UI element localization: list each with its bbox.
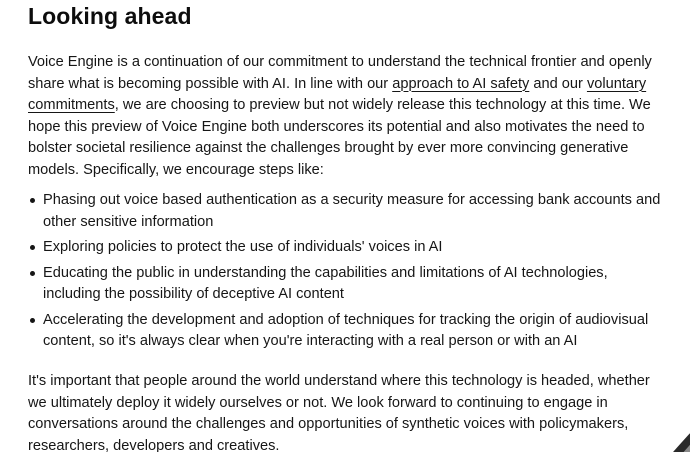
intro-text: and our bbox=[529, 75, 587, 92]
intro-line-1: Voice Engine is a continuation of our commitment to understand the technical frontier and openly bbox=[28, 54, 652, 70]
list-item-text: content, so it's always clear when you're interacting with a real person or with an AI bbox=[43, 333, 578, 349]
voluntary-commitments-link[interactable]: voluntary bbox=[586, 75, 647, 92]
list-item bbox=[28, 190, 660, 233]
bullet-icon bbox=[30, 271, 35, 276]
intro-line-5: bolster societal resilience against the challenges brought by ever more convincing generative bbox=[28, 140, 629, 156]
intro-line-6: models. Specifically, we encourage steps like: bbox=[28, 161, 324, 178]
list-item-text: including the possibility of deceptive AI content bbox=[43, 286, 344, 302]
intro-line-4: hope this preview of Voice Engine both underscores its potential and also motivates the need to bbox=[28, 118, 645, 135]
section-heading: Looking ahead bbox=[28, 3, 192, 29]
corner-decoration-icon bbox=[662, 420, 690, 452]
list-item-text: other sensitive information bbox=[43, 213, 214, 230]
closing-line-3: conversations around the challenges and opportunities of synthetic voices with policymakers, bbox=[28, 416, 629, 432]
closing-line-4: researchers, developers and creatives. bbox=[28, 437, 280, 452]
list-item bbox=[28, 237, 660, 259]
list-item-text: Accelerating the development and adoption of techniques for tracking the origin of audiovisual bbox=[43, 311, 649, 328]
list-item bbox=[28, 263, 660, 306]
ai-safety-link[interactable]: approach to AI safety bbox=[392, 75, 530, 92]
bullet-icon bbox=[30, 245, 35, 250]
intro-text: share what is becoming possible with AI. In line with our bbox=[28, 75, 393, 92]
bullet-icon bbox=[30, 318, 35, 323]
intro-paragraph bbox=[28, 52, 652, 181]
closing-paragraph bbox=[28, 371, 650, 452]
bullet-icon bbox=[30, 198, 35, 203]
list-item bbox=[28, 310, 660, 353]
intro-line-2 bbox=[28, 74, 652, 96]
intro-line-3 bbox=[28, 95, 652, 117]
steps-list bbox=[28, 190, 660, 357]
list-item-text: Phasing out voice based authentication as a security measure for accessing bank accounts and bbox=[43, 192, 661, 208]
list-item-text: Educating the public in understanding the capabilities and limitations of AI technologies, bbox=[43, 264, 608, 281]
intro-text: , we are choosing to preview but not widely release this technology at this time. We bbox=[114, 97, 651, 113]
closing-line-2: we ultimately deploy it widely ourselves or not. We look forward to continuing to engage in bbox=[28, 394, 608, 411]
closing-line-1: It's important that people around the world understand where this technology is headed, whether bbox=[28, 373, 650, 389]
voluntary-commitments-link[interactable]: commitments bbox=[28, 97, 115, 113]
list-item-text: Exploring policies to protect the use of individuals' voices in AI bbox=[43, 239, 443, 255]
